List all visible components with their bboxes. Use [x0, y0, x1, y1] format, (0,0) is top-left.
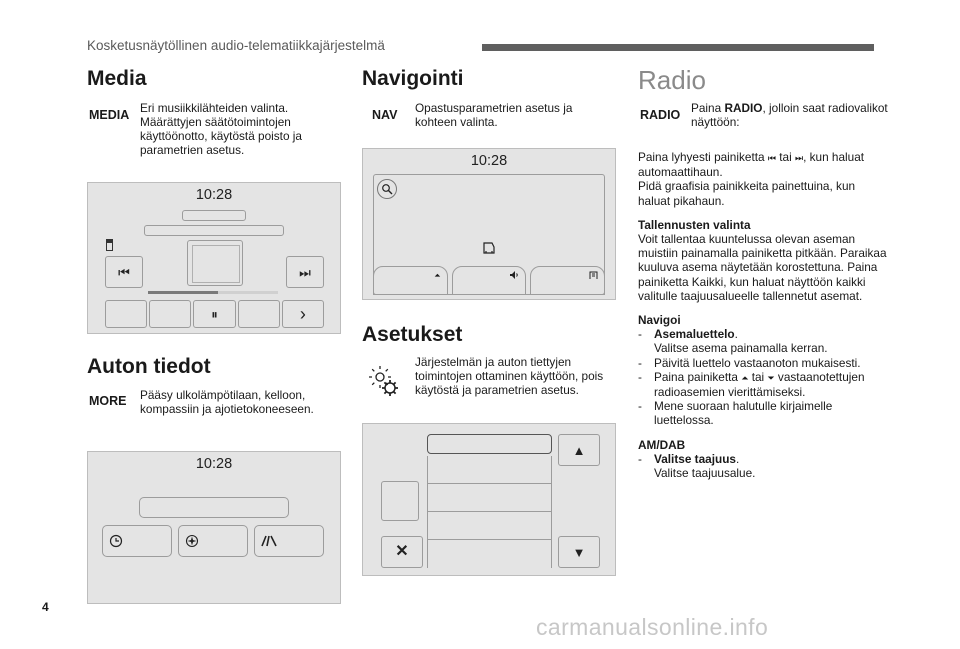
close-button[interactable]	[381, 536, 423, 568]
play-pause-button[interactable]	[193, 300, 235, 328]
down-arrow-icon: ▼	[572, 544, 586, 560]
settings-list	[427, 456, 552, 568]
seek-text-pre: Paina lyhyesti painiketta	[638, 150, 768, 164]
clock-text: 10:28	[470, 153, 508, 169]
list-item-text: Päivitä luettelo vastaanoton mukaisesti.	[654, 355, 861, 370]
compass-button[interactable]	[178, 525, 248, 557]
list-dash: -	[638, 451, 642, 466]
radio-intro-key: RADIO	[724, 101, 763, 115]
list-item-mid: tai	[748, 369, 768, 384]
watermark: carmanualsonline.info	[536, 614, 769, 640]
media-key-label: MEDIA	[89, 108, 130, 122]
settings-screen	[362, 423, 616, 576]
album-art-frame	[187, 240, 243, 286]
search-icon	[381, 183, 393, 195]
band-title: AM/DAB	[638, 437, 686, 452]
radio-intro-post: , jolloin saat radiovalikot näyttöön:	[691, 101, 888, 129]
settings-list-row[interactable]	[428, 512, 551, 540]
scroll-up-button[interactable]	[558, 434, 600, 466]
info-field	[139, 497, 289, 518]
settings-heading: Asetukset	[362, 323, 463, 346]
close-icon: ✕	[395, 543, 409, 560]
radio-intro	[691, 101, 891, 129]
nav-menu-button[interactable]	[373, 266, 448, 295]
media-device-icon	[106, 239, 113, 251]
list-item-sub: Valitse taajuusalue.	[654, 466, 756, 481]
settings-side-box	[381, 481, 419, 521]
list-item-suffix: .	[735, 451, 740, 466]
band-item-label: Valitse taajuus	[654, 451, 736, 466]
nav-bottom-bar	[373, 266, 605, 295]
clock-button[interactable]	[102, 525, 172, 557]
down-arrow-icon: ⏷	[767, 372, 775, 383]
car-info-heading: Auton tiedot	[87, 355, 211, 378]
browse-title: Navigoi	[638, 313, 681, 328]
seek-paragraph	[638, 150, 888, 208]
list-dash: -	[638, 355, 642, 370]
media-screen	[87, 182, 341, 334]
media-heading: Media	[87, 67, 147, 90]
list-item	[638, 399, 888, 427]
road-icon	[261, 535, 277, 547]
more-options-button[interactable]	[282, 300, 324, 328]
presets-text: Voit tallentaa kuuntelussa olevan aseman muistiin painamalla painiketta pitkään. Paraikaa kuuluva asema näytetään korostettuna. Paina painiketta Kaikki, kun haluat näyttöön kaikki valitulle taajuusalueelle tallennetut asemat.	[638, 232, 887, 303]
media-description: Eri musiikkilähteiden valinta. Määrättyjen säätötoimintojen käyttöönotto, käytöstä poisto ja parametrien asetus.	[140, 101, 302, 157]
previous-icon: ⏮	[767, 153, 776, 163]
up-arrow-icon: ▲	[572, 442, 586, 458]
car-info-description: Pääsy ulkolämpötilaan, kelloon, kompassiin ja ajotietokoneeseen.	[140, 388, 314, 416]
list-dash: -	[638, 369, 642, 384]
car-info-screen	[87, 451, 341, 604]
presets-paragraph	[638, 218, 888, 303]
list-item-pre: Paina painiketta	[654, 369, 742, 384]
band-section	[638, 438, 888, 481]
header-rule	[482, 44, 874, 51]
settings-list-row[interactable]	[428, 484, 551, 512]
radio-heading: Radio	[638, 65, 706, 95]
radio-key-label: RADIO	[640, 108, 681, 122]
map-search-button[interactable]	[377, 179, 397, 199]
page-header-title: Kosketusnäytöllinen audio-telematiikkajärjestelmä	[87, 38, 385, 53]
traffic-icon	[589, 271, 598, 279]
progress-fill	[148, 291, 218, 294]
previous-icon: ⏮	[118, 264, 130, 280]
next-icon: ⏭	[299, 264, 311, 280]
car-info-key-label: MORE	[89, 394, 127, 408]
car-info-buttons	[102, 525, 324, 557]
navigation-heading: Navigointi	[362, 67, 464, 90]
seek-text-mid: tai	[775, 150, 795, 164]
volume-icon	[510, 271, 519, 279]
media-bar-button-4[interactable]	[238, 300, 280, 328]
list-dash: -	[638, 399, 642, 414]
page-number: 4	[42, 600, 49, 614]
navigation-screen	[362, 148, 616, 300]
navigation-description: Opastusparametrien asetus ja kohteen valinta.	[415, 101, 573, 129]
list-item-sub: Valitse asema painamalla kerran.	[654, 341, 828, 356]
settings-description: Järjestelmän ja auton tiettyjen toimintojen ottaminen käyttöön, pois käytöstä ja parametrien asetus.	[415, 355, 604, 397]
presets-title: Tallennusten valinta	[638, 217, 751, 232]
pause-icon: ⏸	[211, 306, 218, 322]
radio-intro-pre: Paina	[691, 101, 725, 115]
clock-icon	[109, 534, 123, 548]
manual-seek-text: Pidä graafisia painikkeita painettuina, kun haluat pikahaun.	[638, 179, 856, 208]
vehicle-position-icon	[481, 241, 497, 255]
list-item-post: vastaanotettujen radioasemien vierittämiseksi.	[654, 369, 865, 400]
source-field	[182, 210, 246, 221]
next-icon: ⏭	[794, 153, 804, 163]
browse-section	[638, 313, 888, 428]
list-item-suffix: .	[734, 327, 738, 342]
chevron-right-icon: ›	[299, 304, 306, 324]
previous-track-button[interactable]	[105, 256, 143, 288]
up-arrow-icon: ⏶	[741, 372, 749, 383]
up-arrow-icon: ⏶	[434, 271, 441, 280]
media-bar-button-2[interactable]	[149, 300, 191, 328]
next-track-button[interactable]	[286, 256, 324, 288]
station-list-label: Asemaluettelo	[654, 327, 735, 342]
radio-body	[638, 150, 888, 480]
progress-track[interactable]	[148, 291, 278, 294]
nav-volume-button[interactable]	[452, 266, 527, 295]
scroll-down-button[interactable]	[558, 536, 600, 568]
list-dash: -	[638, 327, 642, 342]
media-bottom-bar	[105, 300, 324, 328]
list-item	[638, 356, 888, 370]
album-art	[192, 245, 240, 283]
settings-list-row[interactable]	[428, 540, 551, 567]
track-title-field	[144, 225, 284, 236]
settings-gear-icon	[367, 364, 403, 400]
list-item	[638, 327, 888, 355]
settings-list-row[interactable]	[428, 456, 551, 484]
trip-computer-button[interactable]	[254, 525, 324, 557]
list-item	[638, 452, 888, 480]
list-item	[638, 370, 888, 399]
compass-icon	[185, 534, 199, 548]
clock-text: 10:28	[195, 187, 233, 203]
clock-text: 10:28	[195, 456, 233, 472]
media-bar-button-1[interactable]	[105, 300, 147, 328]
navigation-key-label: NAV	[372, 108, 398, 122]
seek-text-post: , kun haluat automaattihaun.	[638, 150, 865, 180]
list-item-text: Mene suoraan halutulle kirjaimelle luettelossa.	[654, 399, 833, 428]
settings-list-header[interactable]	[427, 434, 552, 454]
nav-traffic-button[interactable]	[530, 266, 605, 295]
